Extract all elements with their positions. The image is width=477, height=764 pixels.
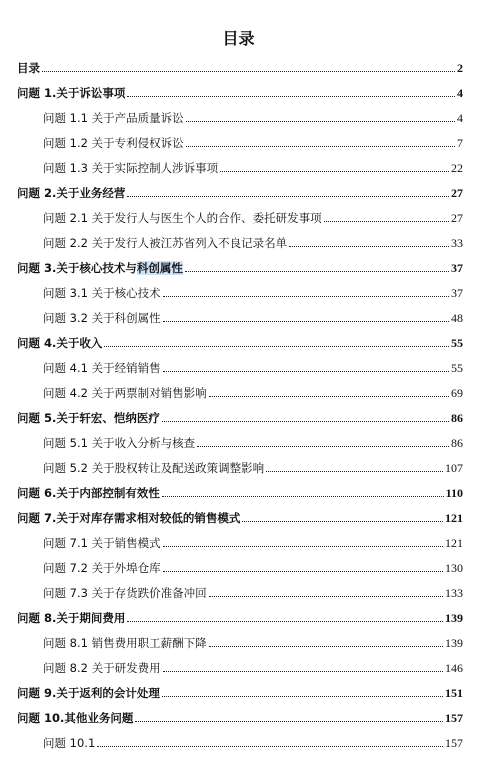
- dot-leader: [289, 245, 449, 247]
- toc-page-number: 22: [451, 161, 463, 175]
- toc-subentry[interactable]: [43, 303, 463, 325]
- toc-entry-label: 问题 3.关于核心技术与: [17, 261, 137, 275]
- toc-entry-text: [17, 261, 183, 275]
- toc-subentry[interactable]: [43, 153, 463, 175]
- toc-page-number: 4: [457, 111, 463, 125]
- toc-entry[interactable]: [17, 253, 463, 275]
- toc-entry-text: [43, 361, 161, 375]
- dot-leader: [163, 570, 443, 572]
- toc-entry-text: [43, 561, 161, 575]
- toc-subentry[interactable]: [43, 103, 463, 125]
- toc-entry-label: 问题 8.2 关于研发费用: [43, 661, 161, 675]
- toc-page-number: 151: [445, 686, 463, 700]
- toc-entry[interactable]: [17, 178, 463, 200]
- toc-entry-text: [43, 236, 287, 250]
- toc-entry-text: [43, 536, 161, 550]
- toc-page-number: 157: [445, 736, 463, 750]
- dot-leader: [127, 95, 455, 97]
- toc-page-number: 4: [457, 86, 463, 100]
- dot-leader: [163, 320, 449, 322]
- toc-page-number: 86: [451, 411, 463, 425]
- dot-leader: [127, 195, 449, 197]
- toc-entry-text: [43, 161, 218, 175]
- toc-entry-text: [43, 386, 207, 400]
- toc-page-number: 121: [445, 511, 463, 525]
- toc-entry-label: 问题 4.1 关于经销销售: [43, 361, 161, 375]
- dot-leader: [42, 70, 455, 72]
- toc-page-number: 33: [451, 236, 463, 250]
- toc-entry-label: 问题 5.关于轩宏、恺纳医疗: [17, 411, 160, 425]
- toc-subentry[interactable]: [43, 578, 463, 600]
- toc-subentry[interactable]: [43, 128, 463, 150]
- toc-entry-label: 问题 1.关于诉讼事项: [17, 86, 126, 100]
- toc-subentry[interactable]: [43, 453, 463, 475]
- dot-leader: [209, 395, 449, 397]
- toc-entry-label: 问题 9.关于返利的会计处理: [17, 686, 160, 700]
- toc-page-number: 48: [451, 311, 463, 325]
- toc-subentry[interactable]: [43, 428, 463, 450]
- toc-page-number: 2: [457, 61, 463, 75]
- toc-subentry[interactable]: [43, 378, 463, 400]
- dot-leader: [324, 220, 449, 222]
- dot-leader: [186, 145, 455, 147]
- toc-page-number: 55: [451, 336, 463, 350]
- dot-leader: [186, 120, 455, 122]
- toc-entry-label: 问题 10.其他业务问题: [17, 711, 134, 725]
- toc-entry-text: [43, 286, 161, 300]
- toc-page-number: 27: [451, 211, 463, 225]
- toc-entry-label: 问题 5.2 关于股权转让及配送政策调整影响: [43, 461, 265, 475]
- toc-entry-label: 问题 7.关于对库存需求相对较低的销售模式: [17, 511, 241, 525]
- toc-subentry[interactable]: [43, 728, 463, 750]
- dot-leader: [197, 445, 449, 447]
- toc-entry-text: [17, 711, 133, 725]
- toc-page-number: 139: [445, 611, 463, 625]
- toc-entry-text: [17, 186, 125, 200]
- toc-page-number: 130: [445, 561, 463, 575]
- toc-entry-label: 问题 7.3 关于存货跌价准备冲回: [43, 586, 207, 600]
- toc-entry-text: [17, 686, 160, 700]
- toc-entry-label: 问题 10.1: [43, 736, 96, 750]
- dot-leader: [162, 420, 449, 422]
- toc-page-number: 37: [451, 261, 463, 275]
- toc-entry-label: 问题 2.1 关于发行人与医生个人的合作、委托研发事项: [43, 211, 322, 225]
- toc-entry[interactable]: [17, 328, 463, 350]
- dot-leader: [220, 170, 449, 172]
- toc-subentry[interactable]: [43, 528, 463, 550]
- toc-subentry[interactable]: [43, 353, 463, 375]
- toc-page-number: 133: [445, 586, 463, 600]
- toc-entry-label: 问题 5.1 关于收入分析与核查: [43, 436, 196, 450]
- dot-leader: [135, 720, 443, 722]
- toc-page-number: 157: [445, 711, 463, 725]
- toc-entry-text: [17, 336, 102, 350]
- toc-entry-label: 问题 2.关于业务经营: [17, 186, 126, 200]
- toc-entry-text: [43, 136, 184, 150]
- toc-title: 目录: [222, 29, 255, 48]
- toc-entry-label: 问题 3.2 关于科创属性: [43, 311, 161, 325]
- dot-leader: [163, 370, 449, 372]
- toc-entry-text: [17, 411, 160, 425]
- toc-page-number: 121: [445, 536, 463, 550]
- toc-entry-text: [43, 111, 184, 125]
- dot-leader: [162, 695, 443, 697]
- toc-page-number: 69: [451, 386, 463, 400]
- dot-leader: [266, 470, 443, 472]
- toc-entry-label: 问题 6.关于内部控制有效性: [17, 486, 160, 500]
- dot-leader: [97, 745, 443, 747]
- toc-subentry[interactable]: [43, 553, 463, 575]
- toc-entry[interactable]: [17, 603, 463, 625]
- dot-leader: [209, 645, 443, 647]
- toc-entry[interactable]: [17, 678, 463, 700]
- toc-page-number: 139: [445, 636, 463, 650]
- toc-page-number: 7: [457, 136, 463, 150]
- toc-entry[interactable]: [17, 503, 463, 525]
- toc-subentry[interactable]: [43, 278, 463, 300]
- dot-leader: [163, 295, 449, 297]
- toc-entry-label: 问题 7.2 关于外埠仓库: [43, 561, 161, 575]
- toc-entry-label: 问题 8.1 销售费用职工薪酬下降: [43, 636, 207, 650]
- toc-entry-text: [43, 436, 195, 450]
- toc-entry-text: [43, 661, 161, 675]
- toc-page-number: 107: [445, 461, 463, 475]
- toc-page-number: 86: [451, 436, 463, 450]
- toc-page-number: 27: [451, 186, 463, 200]
- dot-leader: [185, 270, 449, 272]
- toc-entry-label: 目录: [17, 61, 40, 75]
- selected-text-highlight[interactable]: 科创属性: [136, 261, 183, 275]
- toc-page-number: 37: [451, 286, 463, 300]
- toc-entry-text: [43, 211, 322, 225]
- toc-entry-label: 问题 7.1 关于销售模式: [43, 536, 161, 550]
- toc-entry[interactable]: [17, 703, 463, 725]
- dot-leader: [163, 545, 443, 547]
- toc-entry[interactable]: [17, 53, 463, 75]
- toc-subentry[interactable]: [43, 203, 463, 225]
- toc-entry-text: [17, 86, 125, 100]
- dot-leader: [127, 620, 443, 622]
- toc-entry-label: 问题 2.2 关于发行人被江苏省列入不良记录名单: [43, 236, 288, 250]
- toc-entry-text: [43, 736, 95, 750]
- toc-entry-label: 问题 4.2 关于两票制对销售影响: [43, 386, 207, 400]
- toc-subentry[interactable]: [43, 653, 463, 675]
- dot-leader: [209, 595, 443, 597]
- toc-entry-text: [43, 311, 161, 325]
- toc-entry[interactable]: [17, 78, 463, 100]
- toc-page-number: 146: [445, 661, 463, 675]
- toc-entry[interactable]: [17, 478, 463, 500]
- toc-entry-label: 问题 3.1 关于核心技术: [43, 286, 161, 300]
- dot-leader: [242, 520, 443, 522]
- toc-entry-text: [17, 61, 40, 75]
- toc-entry-label: 问题 1.1 关于产品质量诉讼: [43, 111, 184, 125]
- toc-entry-text: [17, 611, 125, 625]
- toc-subentry[interactable]: [43, 628, 463, 650]
- dot-leader: [104, 345, 449, 347]
- toc-entry[interactable]: [17, 403, 463, 425]
- toc-entry-label: 问题 4.关于收入: [17, 336, 103, 350]
- toc-entry-text: [17, 486, 160, 500]
- dot-leader: [162, 495, 444, 497]
- toc-subentry[interactable]: [43, 228, 463, 250]
- toc-entry-text: [43, 461, 264, 475]
- toc-entry-text: [17, 511, 240, 525]
- toc-entry-text: [43, 636, 207, 650]
- toc-entry-label: 问题 1.2 关于专利侵权诉讼: [43, 136, 184, 150]
- toc-entry-text: [43, 586, 207, 600]
- toc-entry-label: 问题 8.关于期间费用: [17, 611, 126, 625]
- toc-page-number: 55: [451, 361, 463, 375]
- dot-leader: [163, 670, 443, 672]
- toc-entry-label: 问题 1.3 关于实际控制人涉诉事项: [43, 161, 219, 175]
- toc-page-number: 110: [445, 486, 463, 500]
